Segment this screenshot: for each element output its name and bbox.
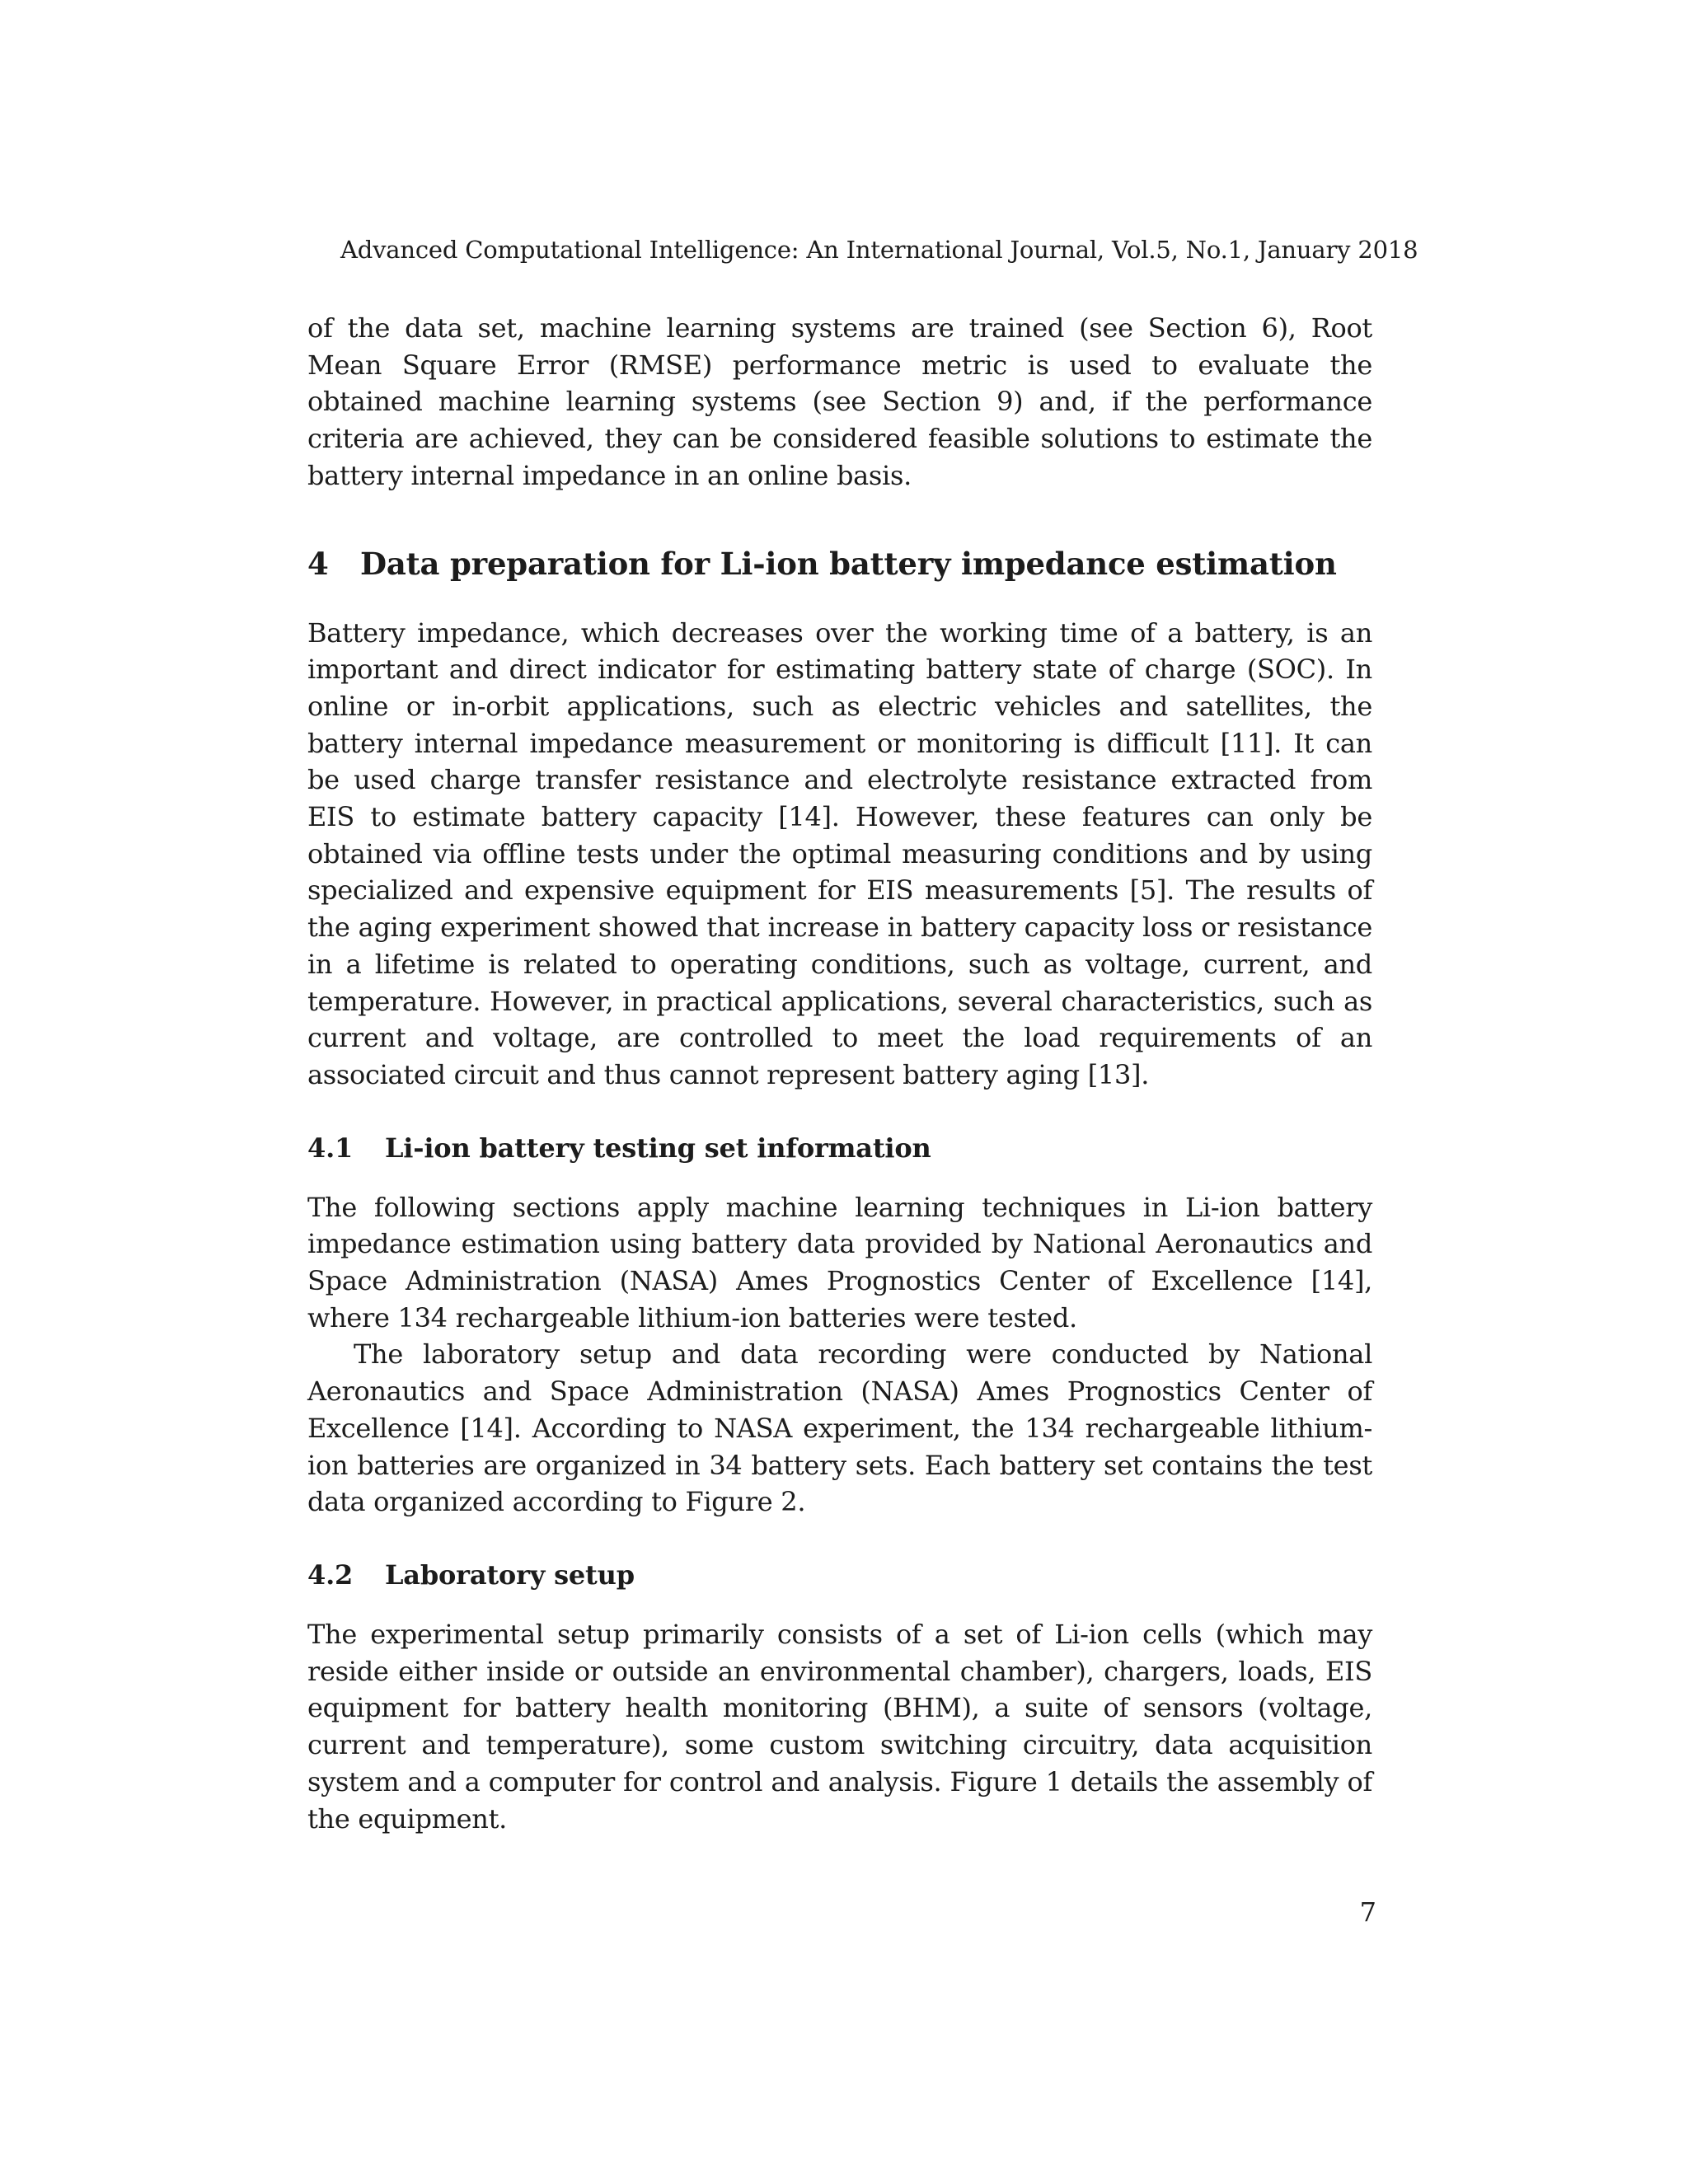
subsection-title: Laboratory setup <box>385 1558 635 1591</box>
page-number: 7 <box>1359 1896 1376 1928</box>
subsection-heading-4-2 <box>307 1558 1372 1591</box>
subsection-title: Li-ion battery testing set information <box>385 1132 931 1164</box>
section-heading-4 <box>307 546 1372 582</box>
section-4-1-paragraph-1: The following sections apply machine learning techniques in Li-ion battery impedance estimation using battery data provided by National Aeronautics and Space Administration (NASA) Ames Prognostics Center of Excellence [14], where 134 rechargeable lithium-ion batteries were tested. <box>307 1191 1372 1333</box>
running-header: Advanced Computational Intelligence: An International Journal, Vol.5, No.1, January 2018 <box>340 236 1418 264</box>
page-body <box>307 310 1372 1837</box>
section-title: Data preparation for Li-ion battery impedance estimation <box>360 545 1337 582</box>
subsection-number: 4.1 <box>307 1132 354 1164</box>
subsection-heading-4-1 <box>307 1132 1372 1165</box>
section-number: 4 <box>307 545 329 582</box>
section-4-1-paragraph-2: The laboratory setup and data recording were conducted by National Aeronautics and Space Administration (NASA) Ames Prognostics Center of Excellence [14]. According to NASA experiment, the 134 rechargeable lithium-ion batteries are organized in 34 battery sets. Each battery set contains the test data organized according to Figure 2. <box>307 1338 1372 1518</box>
intro-paragraph: of the data set, machine learning systems are trained (see Section 6), Root Mean Square Error (RMSE) performance metric is used to evaluate the obtained machine learning systems (see Section 9) and, if the performance criteria are achieved, they can be considered feasible solutions to estimate the battery internal impedance in an online basis. <box>307 312 1372 491</box>
section-4-paragraph: Battery impedance, which decreases over the working time of a battery, is an important and direct indicator for estimating battery state of charge (SOC). In online or in-orbit applications, such as electric vehicles and satellites, the battery internal impedance measurement or monitoring is difficult [11]. It can be used charge transfer resistance and electrolyte resistance extracted from EIS to estimate battery capacity [14]. However, these features can only be obtained via offline tests under the optimal measuring conditions and by using specialized and expensive equipment for EIS measurements [5]. The results of the aging experiment showed that increase in battery capacity loss or resistance in a lifetime is related to operating conditions, such as voltage, current, and temperature. However, in practical applications, several characteristics, such as current and voltage, are controlled to meet the load requirements of an associated circuit and thus cannot represent battery aging [13]. <box>307 616 1372 1090</box>
section-4-2-paragraph: The experimental setup primarily consists of a set of Li-ion cells (which may reside either inside or outside an environmental chamber), chargers, loads, EIS equipment for battery health monitoring (BHM), a suite of sensors (voltage, current and temperature), some custom switching circuitry, data acquisition system and a computer for control and analysis. Figure 1 details the assembly of the equipment. <box>307 1618 1372 1835</box>
subsection-number: 4.2 <box>307 1558 354 1591</box>
